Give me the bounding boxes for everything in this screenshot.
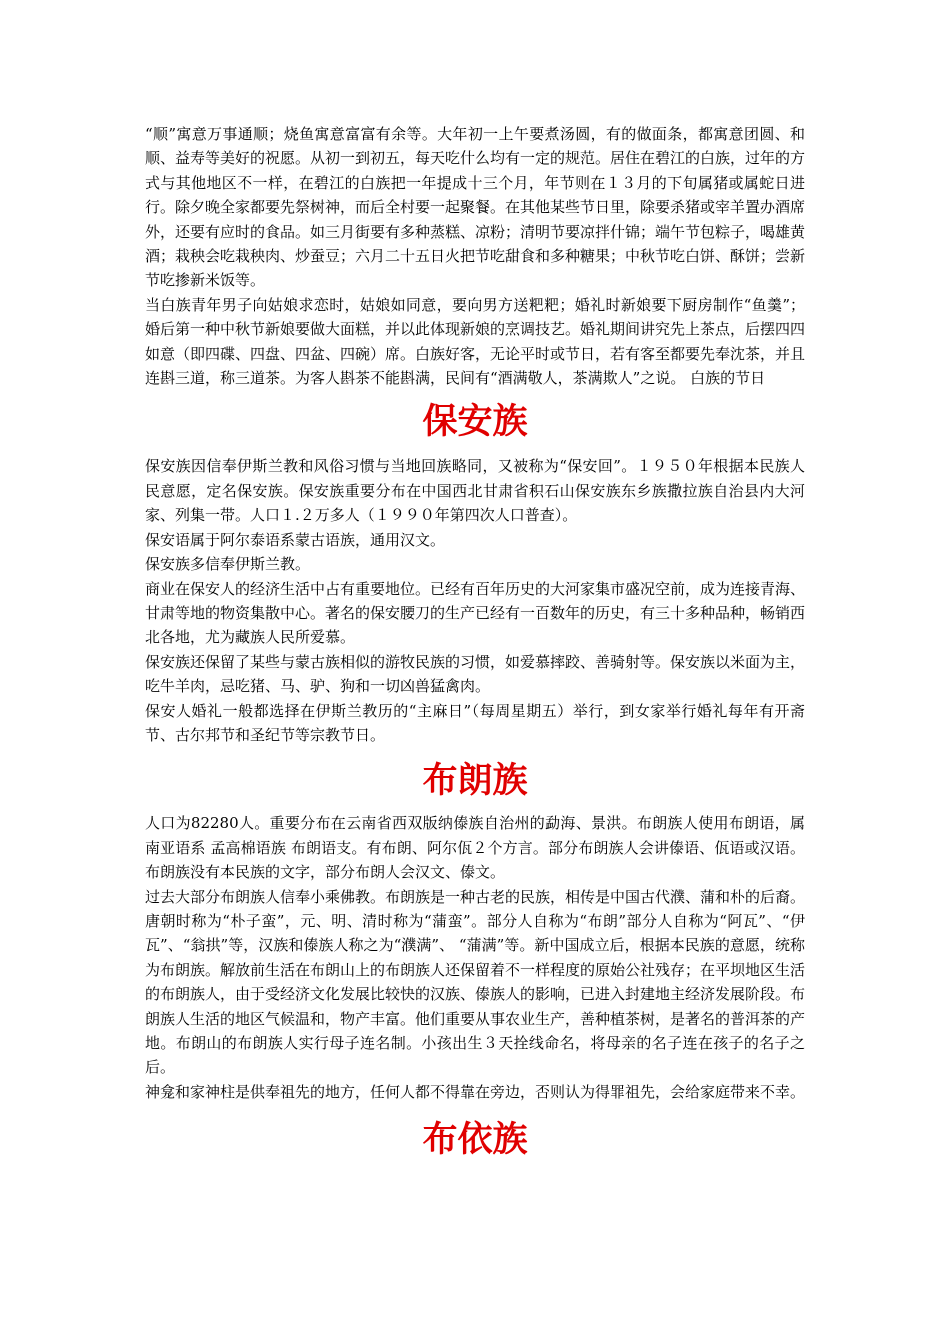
- document-page: [145, 122, 805, 1164]
- baoan-paragraph-4: 商业在保安人的经济生活中占有重要地位。已经有百年历史的大河家集市盛况空前，成为连接青海、甘肃等地的物资集散中心。著名的保安腰刀的生产已经有一百数年的历史，有三十多种品种，畅销西北各地，尤为藏族人民所爱慕。: [145, 579, 806, 647]
- bulang-paragraph-1: 人口为82280人。重要分布在云南省西双版纳傣族自治州的勐海、景洪。布朗族人使用布朗语，属南亚语系 孟高棉语族 布朗语支。有布朗、阿尔佤２个方言。部分布朗族人会讲傣语、佤语或汉语。 布朗族没有本民族的文字，部分布朗人会汉文、傣文。: [145, 814, 805, 882]
- baoan-paragraph-2: 保安语属于阿尔泰语系蒙古语族，通用汉文。: [145, 530, 446, 549]
- baoan-paragraph-3: 保安族多信奉伊斯兰教。: [145, 555, 311, 574]
- bulang-paragraph-2: 过去大部分布朗族人信奉小乘佛教。布朗族是一种古老的民族，相传是中国古代濮、蒲和朴的后裔。唐朝时称为“朴子蛮”，元、明、清时称为“蒲蛮”。部分人自称为“布朗”部分人自称为“阿瓦”、“伊瓦”、“翁拱”等，汉族和傣族人称之为“濮满”、 “蒲满”等。新中国成立后，根据本民族的意愿，统称为布朗族。解放前生活在布朗山上的布朗族人还保留着不一样程度的原始公社残存；在平坝地区生活的布朗族人，由于受经济文化发展比较快的汉族、傣族人的影响，已进入封建地主经济发展阶段。布朗族人生活的地区气候温和，物产丰富。他们重要从事农业生产，善种植茶树，是著名的普洱茶的产地。布朗山的布朗族人实行母子连名制。小孩出生３天拴线命名，将母亲的名子连在孩子的名子之后。: [145, 887, 806, 1077]
- baoan-paragraph-1: 保安族因信奉伊斯兰教和风俗习惯与当地回族略同，又被称为“保安回”。１９５０年根据本民族人民意愿，定名保安族。保安族重要分布在中国西北甘肃省积石山保安族东乡族撒拉族自治县内大河家、列集一带。人口１.２万多人（１９９０年第四次人口普查）。: [145, 457, 805, 525]
- baoan-paragraph-5: 保安族还保留了某些与蒙古族相似的游牧民族的习惯，如爱慕摔跤、善骑射等。保安族以米面为主，吃牛羊肉，忌吃猪、马、驴、狗和一切凶兽猛禽肉。: [145, 652, 806, 696]
- intro-paragraph-1: “顺”寓意万事通顺；烧鱼寓意富富有余等。大年初一上午要煮汤圆，有的做面条，都寓意团圆、和顺、益寿等美好的祝愿。从初一到初五，每天吃什么均有一定的规范。居住在碧江的白族，过年的方式与其他地区不一样，在碧江的白族把一年提成十三个月，年节则在１３月的下旬属猪或属蛇日进行。除夕晚全家都要先祭树神，而后全村要一起聚餐。在其他某些节日里，除要杀猪或宰羊置办酒席外，还要有应时的食品。如三月街要有多种蒸糕、凉粉；清明节要凉拌什锦；端午节包粽子，喝雄黄酒；栽秧会吃栽秧肉、炒蚕豆；六月二十五日火把节吃甜食和多种糖果；中秋节吃白饼、酥饼；尝新节吃掺新米饭等。: [145, 125, 806, 290]
- intro-section: [145, 122, 805, 390]
- intro-paragraph-2: 当白族青年男子向姑娘求恋时，姑娘如同意，要向男方送粑粑；婚礼时新娘要下厨房制作“鱼羹”；婚后第一种中秋节新娘要做大面糕，并以此体现新娘的烹调技艺。婚礼期间讲究先上茶点，后摆四四如意（即四碟、四盘、四盆、四碗）席。白族好客，无论平时或节日，若有客至都要先奉沈茶，并且连斟三道，称三道茶。为客人斟茶不能斟满，民间有“酒满敬人，茶满欺人”之说。 白族的节日: [145, 295, 806, 388]
- section-title-baoan: 保安族: [422, 401, 528, 443]
- baoan-section: [145, 454, 805, 747]
- baoan-paragraph-6: 保安人婚礼一般都选择在伊斯兰教历的“主麻日”（每周星期五）举行，到女家举行婚礼每年有开斋节、古尔邦节和圣纪节等宗教节日。: [145, 701, 805, 744]
- bulang-paragraph-3: 神龛和家神柱是供奉祖先的地方，任何人都不得靠在旁边，否则认为得罪祖先，会给家庭带来不幸。: [145, 1082, 806, 1101]
- bulang-section: [145, 811, 805, 1104]
- section-title-buyi: 布依族: [422, 1119, 528, 1161]
- section-title-bulang: 布朗族: [422, 760, 528, 802]
